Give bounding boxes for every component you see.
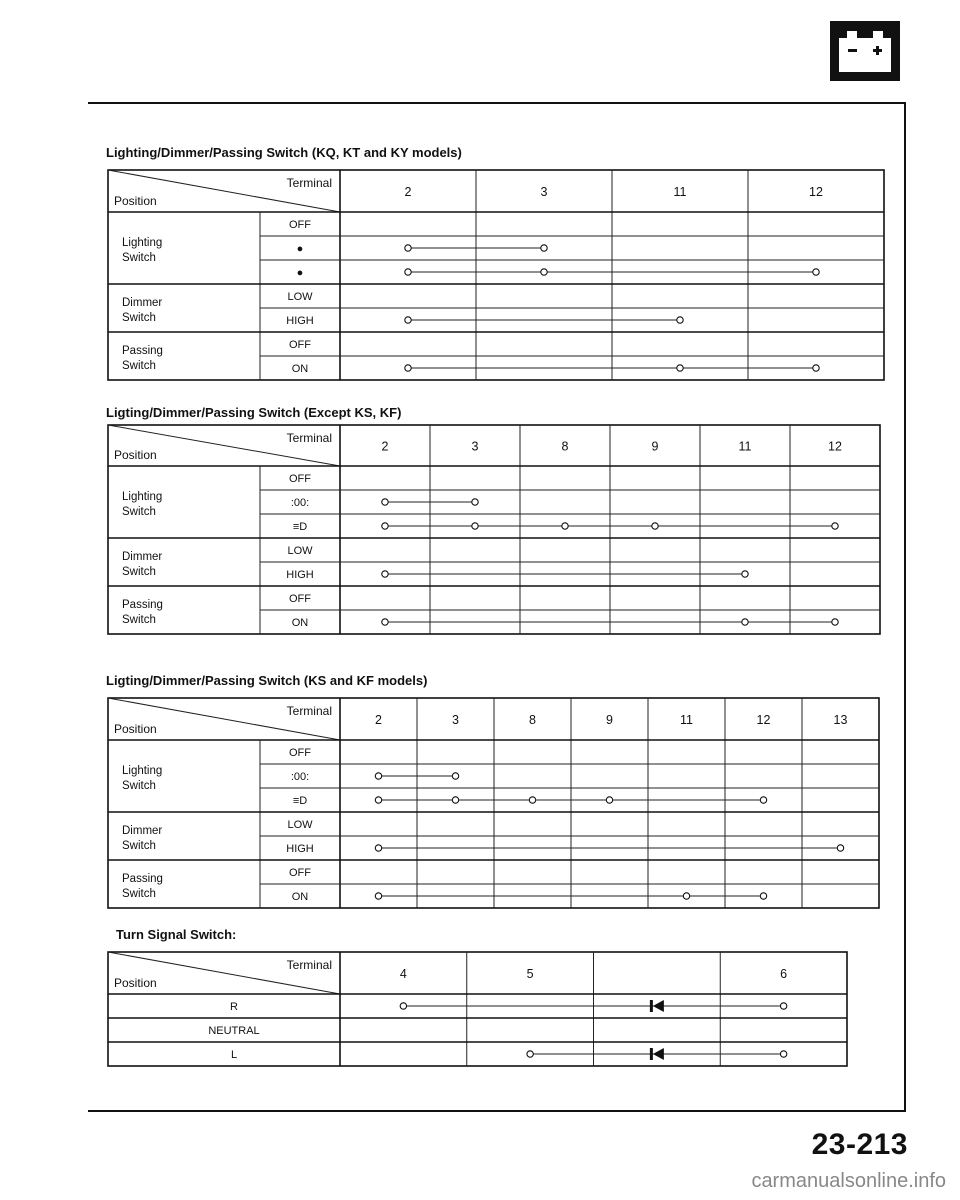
- state-high: HIGH: [286, 569, 314, 581]
- group-label-dimmer: Dimmer: [122, 297, 163, 309]
- terminal-header-12: 12: [809, 185, 823, 199]
- diode-icon: [653, 1000, 664, 1012]
- terminal-node: [382, 619, 388, 625]
- table-border: [108, 170, 884, 380]
- group-label-passing: Passing: [122, 873, 163, 885]
- terminal-node: [529, 797, 535, 803]
- terminal-node: [527, 1051, 533, 1057]
- diode-bar-icon: [650, 1000, 653, 1012]
- state-off: OFF: [289, 593, 311, 605]
- terminal-header-9: 9: [606, 713, 613, 727]
- group-label-passing: Passing: [122, 345, 163, 357]
- state-off: OFF: [289, 473, 311, 485]
- terminal-node: [683, 893, 689, 899]
- turn-signal-table: [108, 952, 858, 1072]
- header-position-label: Position: [114, 976, 157, 990]
- state-high: HIGH: [286, 843, 314, 855]
- header-position-label: Position: [114, 722, 157, 736]
- state-: ●: [296, 267, 304, 279]
- terminal-node: [742, 571, 748, 577]
- terminal-node: [405, 269, 411, 275]
- terminal-header-3: 3: [452, 713, 459, 727]
- terminal-header-13: 13: [833, 713, 848, 727]
- terminal-node: [760, 797, 766, 803]
- terminal-node: [382, 499, 388, 505]
- state-00: :00:: [290, 497, 310, 509]
- group-label-switch: Switch: [122, 252, 156, 264]
- diode-icon: [653, 1048, 664, 1060]
- header-position-label: Position: [114, 448, 157, 462]
- switch-table-except-ks-kf: [108, 425, 858, 637]
- state-high: HIGH: [286, 315, 314, 327]
- terminal-node: [541, 269, 547, 275]
- terminal-header-2: 2: [404, 185, 412, 199]
- header-terminal-label: Terminal: [286, 431, 332, 445]
- state-d: ≡D: [292, 521, 308, 533]
- group-label-switch: Switch: [122, 360, 156, 372]
- terminal-node: [452, 773, 458, 779]
- terminal-header-2: 2: [381, 439, 389, 454]
- terminal-node: [405, 365, 411, 371]
- terminal-header-5: 5: [526, 967, 534, 981]
- state-off: OFF: [289, 747, 311, 759]
- header-terminal-label: Terminal: [286, 704, 332, 718]
- table-3-title: Ligting/Dimmer/Passing Switch (KS and KF models): [106, 673, 428, 688]
- terminal-node: [832, 619, 838, 625]
- state-low: LOW: [287, 545, 313, 557]
- terminal-node: [400, 1003, 406, 1009]
- header-terminal-label: Terminal: [286, 176, 332, 190]
- switch-table-ks-kf: [108, 698, 858, 910]
- group-label-lighting: Lighting: [122, 765, 163, 777]
- terminal-node: [472, 523, 478, 529]
- terminal-header-9: 9: [651, 439, 659, 454]
- terminal-node: [813, 365, 819, 371]
- terminal-node: [813, 269, 819, 275]
- state-off: OFF: [289, 219, 311, 231]
- page-number: 23-213: [811, 1128, 908, 1161]
- terminal-node: [780, 1003, 786, 1009]
- turn-position-l: L: [230, 1049, 238, 1061]
- terminal-node: [837, 845, 843, 851]
- terminal-node: [562, 523, 568, 529]
- top-rule: [88, 102, 906, 104]
- table-2-title: Ligting/Dimmer/Passing Switch (Except KS, KF): [106, 405, 402, 420]
- terminal-node: [375, 797, 381, 803]
- terminal-header-4: 4: [399, 967, 407, 981]
- table-border: [108, 952, 847, 1066]
- terminal-node: [375, 773, 381, 779]
- group-label-switch: Switch: [122, 888, 156, 900]
- group-label-switch: Switch: [122, 312, 156, 324]
- terminal-header-12: 12: [828, 439, 842, 454]
- table-1-title: Lighting/Dimmer/Passing Switch (KQ, KT and KY models): [106, 145, 462, 160]
- terminal-header-3: 3: [540, 185, 548, 199]
- terminal-node: [382, 571, 388, 577]
- turn-position-r: R: [230, 1001, 238, 1013]
- bottom-rule: [88, 1110, 906, 1112]
- table-border: [108, 425, 880, 634]
- state-off: OFF: [289, 867, 311, 879]
- terminal-node: [405, 245, 411, 251]
- battery-icon: [829, 20, 901, 82]
- group-label-switch: Switch: [122, 506, 156, 518]
- header-position-label: Position: [114, 194, 157, 208]
- terminal-header-11: 11: [673, 185, 687, 199]
- terminal-node: [677, 317, 683, 323]
- terminal-node: [652, 523, 658, 529]
- terminal-node: [780, 1051, 786, 1057]
- terminal-header-11: 11: [680, 713, 693, 727]
- state-d: ≡D: [292, 795, 308, 807]
- terminal-node: [375, 845, 381, 851]
- terminal-node: [452, 797, 458, 803]
- terminal-header-2: 2: [375, 713, 382, 727]
- state-low: LOW: [287, 819, 313, 831]
- right-rule: [904, 102, 906, 1112]
- terminal-node: [541, 245, 547, 251]
- group-label-lighting: Lighting: [122, 491, 163, 503]
- diode-bar-icon: [650, 1048, 653, 1060]
- switch-table-kq-kt-ky: [108, 170, 858, 388]
- group-label-dimmer: Dimmer: [122, 825, 163, 837]
- group-label-dimmer: Dimmer: [122, 551, 163, 563]
- terminal-header-11: 11: [738, 439, 752, 454]
- state-low: LOW: [287, 291, 313, 303]
- group-label-switch: Switch: [122, 780, 156, 792]
- group-label-switch: Switch: [122, 840, 156, 852]
- terminal-node: [405, 317, 411, 323]
- terminal-header-8: 8: [529, 713, 536, 727]
- group-label-lighting: Lighting: [122, 237, 163, 249]
- terminal-node: [742, 619, 748, 625]
- state-on: ON: [291, 891, 309, 903]
- state-off: OFF: [289, 339, 311, 351]
- state-: ●: [296, 243, 304, 255]
- terminal-header-12: 12: [756, 713, 771, 727]
- terminal-node: [382, 523, 388, 529]
- turn-position-neutral: NEUTRAL: [208, 1025, 260, 1037]
- footer-url: carmanualsonline.info: [751, 1170, 946, 1192]
- terminal-header-3: 3: [471, 439, 479, 454]
- table-4-title: Turn Signal Switch:: [116, 927, 237, 942]
- terminal-node: [375, 893, 381, 899]
- terminal-node: [472, 499, 478, 505]
- terminal-node: [832, 523, 838, 529]
- terminal-header-8: 8: [561, 439, 569, 454]
- terminal-node: [677, 365, 683, 371]
- state-on: ON: [291, 617, 309, 629]
- group-label-passing: Passing: [122, 599, 163, 611]
- state-00: :00:: [290, 771, 310, 783]
- terminal-node: [606, 797, 612, 803]
- group-label-switch: Switch: [122, 614, 156, 626]
- terminal-header-6: 6: [780, 967, 788, 981]
- terminal-node: [760, 893, 766, 899]
- group-label-switch: Switch: [122, 566, 156, 578]
- header-terminal-label: Terminal: [286, 958, 332, 972]
- state-on: ON: [291, 363, 309, 375]
